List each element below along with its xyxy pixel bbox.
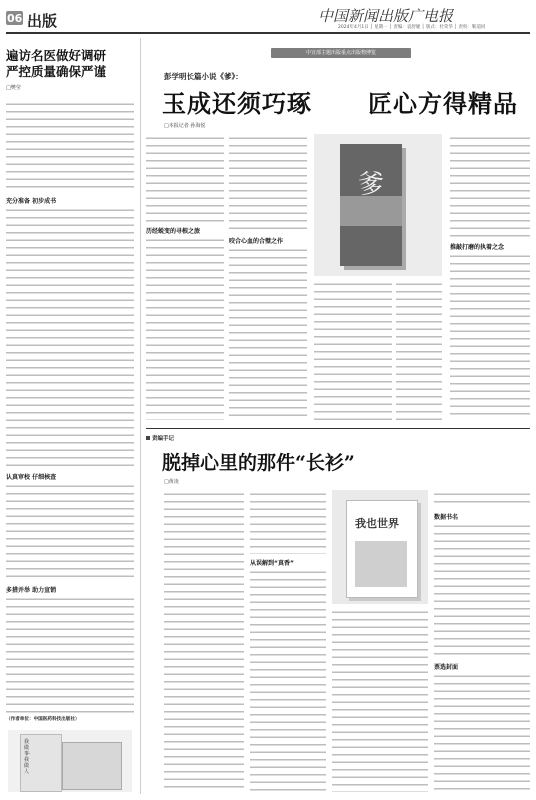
column-tag-marker (146, 436, 150, 440)
column-tag (146, 434, 174, 442)
feature-subhead-3: 推敲打磨的执着之念 (450, 244, 505, 251)
column-title: 脱掉心里的那件“长衫” (162, 452, 355, 474)
book-cover (346, 500, 418, 598)
feature-col5-body-1 (450, 134, 530, 238)
book-cover-art (355, 541, 407, 587)
feature-col1-body-2 (146, 236, 224, 420)
left-article-title-2: 严控质量确保严谨 (6, 64, 107, 79)
masthead-meta: 2024年4月1日 │ 星期一 │ 责编：袁舒婕 │ 版式：杜荣华 │ 责校：靳道同 (338, 25, 486, 30)
feature-col2-body-1 (229, 134, 307, 232)
feature-col2-body-2 (229, 246, 307, 420)
feature-title-a: 玉成还须巧琢 (162, 89, 312, 118)
column-tag-text: 责编手记 (152, 436, 175, 442)
column-subhead-2: 数据书名 (434, 514, 459, 521)
feature-article (146, 48, 530, 420)
feature-banner (271, 48, 411, 58)
editor-text: 责编：袁舒婕 (393, 25, 421, 30)
left-article (6, 38, 134, 794)
column-col2-body-1 (250, 490, 326, 554)
left-article-footer: （作者单位：中国医药科技出版社） (6, 717, 80, 722)
layout-text: 版式：杜荣华 (425, 25, 453, 30)
left-body-3 (6, 482, 134, 580)
column-col4-body-1 (434, 490, 530, 506)
masthead (0, 0, 536, 34)
left-article-title-1: 遍访名医做好调研 (6, 48, 107, 63)
left-subhead-1: 充分准备 初步成书 (6, 198, 57, 205)
left-subhead-3: 多措并举 助力宣销 (6, 587, 57, 594)
column-col2-body-2 (250, 568, 326, 792)
column-book-image (332, 490, 428, 604)
book-cover (340, 144, 402, 266)
column-col1-body (164, 490, 244, 792)
column-subhead-1: 从误解到“真香” (250, 560, 294, 567)
feature-book-image (314, 134, 442, 276)
book-spine-image (62, 742, 122, 790)
paper-name: 中国新闻出版广电报 (318, 7, 454, 25)
feature-col3-body (314, 280, 392, 420)
feature-col1-body-1 (146, 134, 224, 222)
page-number: 06 (7, 12, 23, 25)
left-body-4 (6, 595, 134, 713)
book-cover-title: 我也世界 (355, 517, 399, 530)
column-byline: □黄凌 (164, 479, 179, 485)
section-name: 出版 (27, 12, 58, 30)
feature-subhead-1: 历经蜕变的寻根之旅 (146, 228, 201, 235)
section-divider (146, 428, 530, 429)
left-book-photo (8, 730, 132, 792)
book-cover-title: 爹 (358, 170, 385, 200)
column-col4-body-2 (434, 522, 530, 656)
weekday-text: 星期一 (374, 25, 388, 30)
column-subhead-3: 票选封面 (434, 664, 459, 671)
feature-col4-body (396, 280, 442, 420)
column-article (146, 432, 530, 796)
masthead-rule (6, 32, 530, 34)
left-article-byline: □樊莹 (6, 85, 21, 91)
date-text: 2024年4月1日 (338, 25, 369, 30)
feature-banner-text: 中宣部主题出版重点出版物博览 (305, 50, 376, 56)
column-col4-body-3 (434, 672, 530, 792)
feature-byline: □本报记者 孙海悦 (164, 123, 206, 129)
feature-kicker: 彭学明长篇小说《爹》： (164, 72, 243, 81)
proof-text: 责校：靳道同 (458, 25, 486, 30)
column-col3-body (332, 608, 428, 792)
left-body-2 (6, 206, 134, 468)
book-stack-image (20, 734, 62, 792)
left-subhead-2: 认真审校 仔细核查 (6, 474, 57, 481)
feature-title-b: 匠心方得精品 (368, 89, 518, 118)
column-divider (140, 38, 141, 794)
left-body-1 (6, 100, 134, 192)
feature-col5-body-2 (450, 252, 530, 420)
feature-subhead-2: 咬合心血的合璧之作 (229, 238, 284, 245)
book-cover-title: 我做事·我做人 (24, 739, 31, 775)
